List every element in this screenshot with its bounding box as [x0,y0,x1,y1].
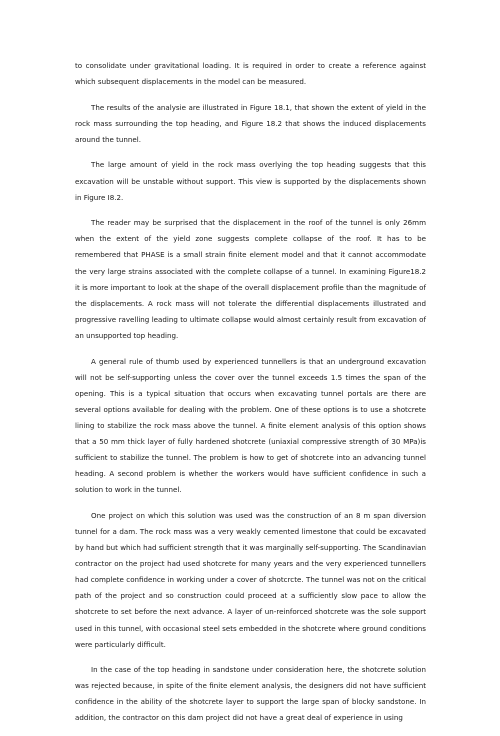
paragraph-1: to consolidate under gravitational loading. It is required in order to create a reference against which subsequent displacements in the model can be measured. [75,61,426,87]
paragraph-5: A general rule of thumb used by experienced tunnellers is that an underground excavation will not be self-supporting unless the cover over the tunnel exceeds 1.5 times the span of the opening. This is a typical situation that occurs when excavating tunnel portals are there are several options available for dealing with the problem. One of these options is to use a shotcrete lining to stabilize the rock mass above the tunnel. A finite element analysis of this option shows that a 50 mm thick layer of fully hardened shotcrete (uniaxial compressive strength of 30 MPa)is sufficient to stabilize the tunnel. The problem is how to get of shotcrete into an advancing tunnel heading. A second problem is whether the workers would have sufficient confidence in such a solution to work in the tunnel. [75,356,426,495]
paragraph-4: The reader may be surprised that the displacement in the roof of the tunnel is only 26mm when the extent of the yield zone suggests complete collapse of the roof. It has to be remembered that PHASE is a small strain finite element model and that it cannot accommodate the very large strains associated with the complete collapse of a tunnel. In examining Figure18.2 it is more important to look at the shape of the overall displacement profile than the magnitude of the displacements. A rock mass will not tolerate the differential displacements illustrated and progressive ravelling leading to ultimate collapse would almost certainly result from excavation of an unsupported top heading. [75,218,426,340]
paragraph-6: One project on which this solution was used was the construction of an 8 m span diversion tunnel for a dam. The rock mass was a very weakly cemented limestone that could be excavated by hand but which had sufficient strength that it was marginally self-supporting. The Scandinavian contractor on the project had used shotcrete for many years and the very experienced tunnellers had complete confidence in working under a cover of shotcrcte. The tunnel was not on the critical path of the project and so construction could proceed at a sufficiently slow pace to allow the shotcrete to set before the next advance. A layer of un-reinforced shotcrete was the sole support used in this tunnel, with occasional steel sets embedded in the shotcrete where ground conditions were particularly difficult. [75,510,426,649]
body-text [75,58,426,736]
paragraph-3: The large amount of yield in the rock mass overlying the top heading suggests that this excavation will be unstable without support. This view is supported by the displacements shown in Figure I8.2. [75,160,426,202]
paragraph-7: In the case of the top heading in sandstone under consideration here, the shotcrete solution was rejected because, in spite of the finite element analysis, the designers did not have sufficient confidence in the ability of the shotcrete layer to support the large span of blocky sandstone. In addition, the contractor on this dam project did not have a great deal of experience in using [75,665,426,723]
paragraph-2: The results of the analysie are illustrated in Figure 18.1, that shown the extent of yield in the rock mass surrounding the top heading, and Figure 18.2 that shows the induced displacements around the tunnel. [75,102,426,144]
